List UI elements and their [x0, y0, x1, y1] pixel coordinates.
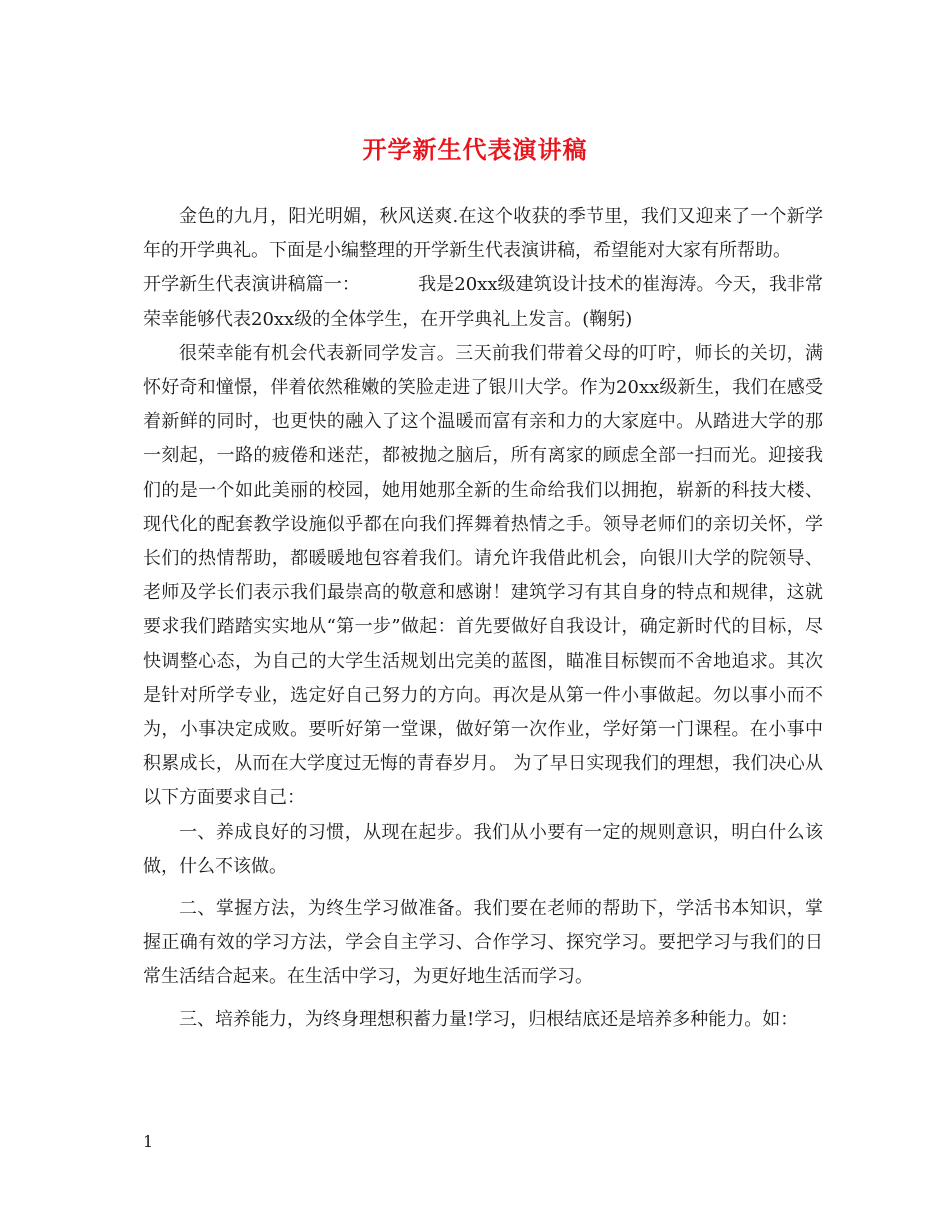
point-three-paragraph: 三、培养能力，为终身理想积蓄力量!学习，归根结底还是培养多种能力。如：: [179, 1008, 799, 1030]
intro-paragraph: 金色的九月，阳光明媚，秋风送爽.在这个收获的季节里，我们又迎来了一个新学年的开学典礼。下面是小编整理的开学新生代表演讲稿，希望能对大家有所帮助。: [143, 206, 823, 262]
document-body: [143, 200, 823, 1037]
section-text: 我是20xx级建筑设计技术的崔海涛。今天，我非常荣幸能够代表20xx级的全体学生，在开学典礼上发言。(鞠躬): [143, 274, 823, 330]
section-heading: 开学新生代表演讲稿篇一：: [143, 274, 361, 296]
point-two-paragraph: 二、掌握方法，为终生学习做准备。我们要在老师的帮助下，学活书本知识，掌握正确有效的学习方法，学会自主学习、合作学习、探究学习。要把学习与我们的日常生活结合起来。在生活中学习，为更好地生活而学习。: [143, 898, 823, 988]
speech-paragraph: 很荣幸能有机会代表新同学发言。三天前我们带着父母的叮咛，师长的关切，满怀好奇和憧憬，伴着依然稚嫩的笑脸走进了银川大学。作为20xx级新生，我们在感受着新鲜的同时，也更快的融入了这个温暖而富有亲和力的大家庭中。从踏进大学的那一刻起，一路的疲倦和迷茫，都被抛之脑后，所有离家的顾虑全部一扫而光。迎接我们的是一个如此美丽的校园，她用她那全新的生命给我们以拥抱，崭新的科技大楼、现代化的配套教学设施似乎都在向我们挥舞着热情之手。领导老师们的亲切关怀，学长们的热情帮助，都暖暖地包容着我们。请允许我借此机会，向银川大学的院领导、老师及学长们表示我们最崇高的敬意和感谢！建筑学习有其自身的特点和规律，这就要求我们踏踏实实地从“第一步”做起：首先要做好自我设计，确定新时代的目标，尽快调整心态，为自己的大学生活规划出完美的蓝图，瞄准目标锲而不舍地追求。其次是针对所学专业，选定好自己努力的方向。再次是从第一件小事做起。勿以事小而不为，小事决定成败。要听好第一堂课，做好第一次作业，学好第一门课程。在小事中积累成长，从而在大学度过无悔的青春岁月。 为了早日实现我们的理想，我们决心从以下方面要求自己：: [143, 342, 823, 809]
page-number: 1: [143, 1132, 154, 1151]
document-title: 开学新生代表演讲稿: [362, 135, 588, 164]
section-paragraph: [143, 268, 823, 336]
point-one-paragraph: 一、养成良好的习惯，从现在起步。我们从小要有一定的规则意识，明白什么该做，什么不该做。: [143, 821, 823, 877]
